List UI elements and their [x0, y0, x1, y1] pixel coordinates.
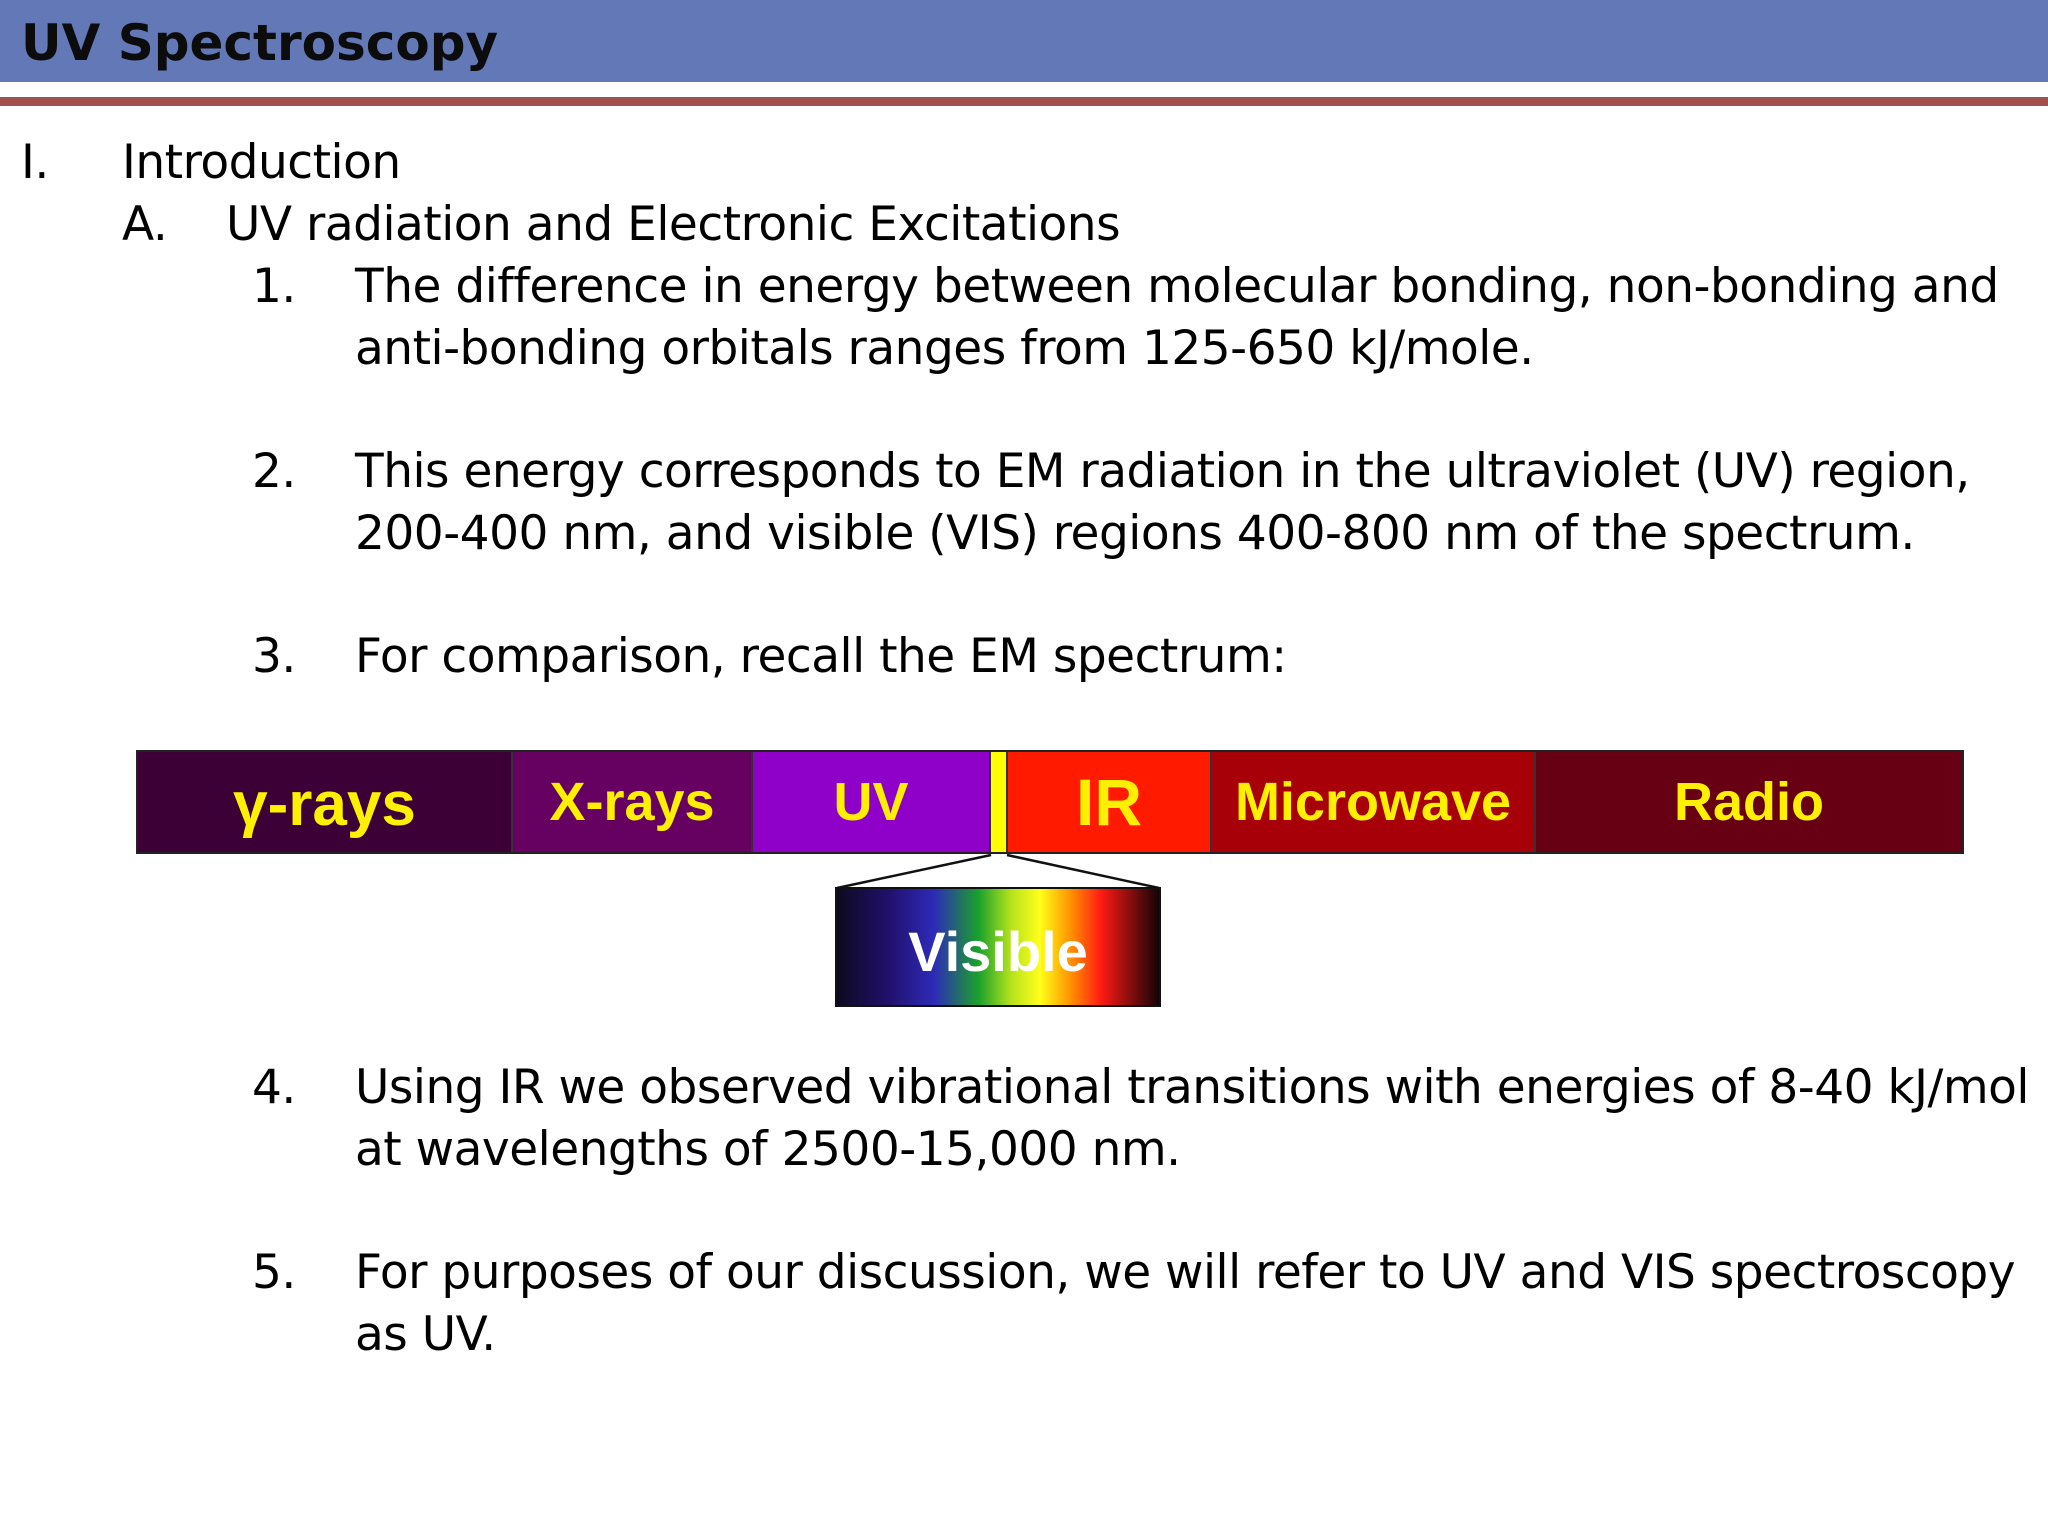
- outline-marker-level2: A.: [122, 197, 168, 252]
- band-uv: [753, 752, 991, 852]
- title-divider: [0, 97, 2048, 106]
- visible-spectrum-box: [835, 887, 1161, 1007]
- item-2-line-2: 200-400 nm, and visible (VIS) regions 400-800 nm of the spectrum.: [355, 506, 1915, 561]
- item-4-line-1: Using IR we observed vibrational transitions with energies of 8-40 kJ/mol: [355, 1060, 2029, 1115]
- item-4-line-2: at wavelengths of 2500-15,000 nm.: [355, 1122, 1181, 1177]
- item-3-line-1: For comparison, recall the EM spectrum:: [355, 629, 1287, 684]
- title-bar: [0, 0, 2048, 82]
- band-microwave: [1212, 752, 1536, 852]
- item-3-marker: 3.: [252, 629, 296, 684]
- band-gamma-rays: [138, 752, 513, 852]
- band-visible-strip: [991, 752, 1008, 852]
- outline-heading-introduction: Introduction: [122, 135, 401, 190]
- band-x-rays: [513, 752, 753, 852]
- band-microwave-label: Microwave: [1234, 772, 1512, 832]
- item-1-marker: 1.: [252, 259, 296, 314]
- item-5-line-2: as UV.: [355, 1307, 496, 1362]
- item-5-marker: 5.: [252, 1245, 296, 1300]
- band-gamma-rays-label: γ-rays: [233, 769, 416, 839]
- item-2-line-1: This energy corresponds to EM radiation in the ultraviolet (UV) region,: [355, 444, 1970, 499]
- item-5-line-1: For purposes of our discussion, we will refer to UV and VIS spectroscopy: [355, 1245, 2016, 1300]
- connector-left: [837, 855, 991, 888]
- item-4-marker: 4.: [252, 1060, 296, 1115]
- item-1-line-1: The difference in energy between molecular bonding, non-bonding and: [355, 259, 1999, 314]
- slide-title: UV Spectroscopy: [21, 14, 499, 72]
- band-x-rays-label: X-rays: [549, 772, 715, 832]
- item-2-marker: 2.: [252, 444, 296, 499]
- band-radio: [1536, 752, 1962, 852]
- item-1-line-2: anti-bonding orbitals ranges from 125-650 kJ/mole.: [355, 321, 1534, 376]
- em-spectrum-bar: [136, 750, 1964, 854]
- outline-marker-level1: I.: [21, 135, 49, 190]
- band-ir: [1008, 752, 1212, 852]
- connector-right: [1007, 855, 1159, 888]
- band-uv-label: UV: [833, 772, 909, 832]
- band-ir-label: IR: [1076, 765, 1142, 839]
- band-radio-label: Radio: [1673, 772, 1824, 832]
- visible-label: Visible: [908, 919, 1088, 983]
- outline-subheading: UV radiation and Electronic Excitations: [226, 197, 1121, 252]
